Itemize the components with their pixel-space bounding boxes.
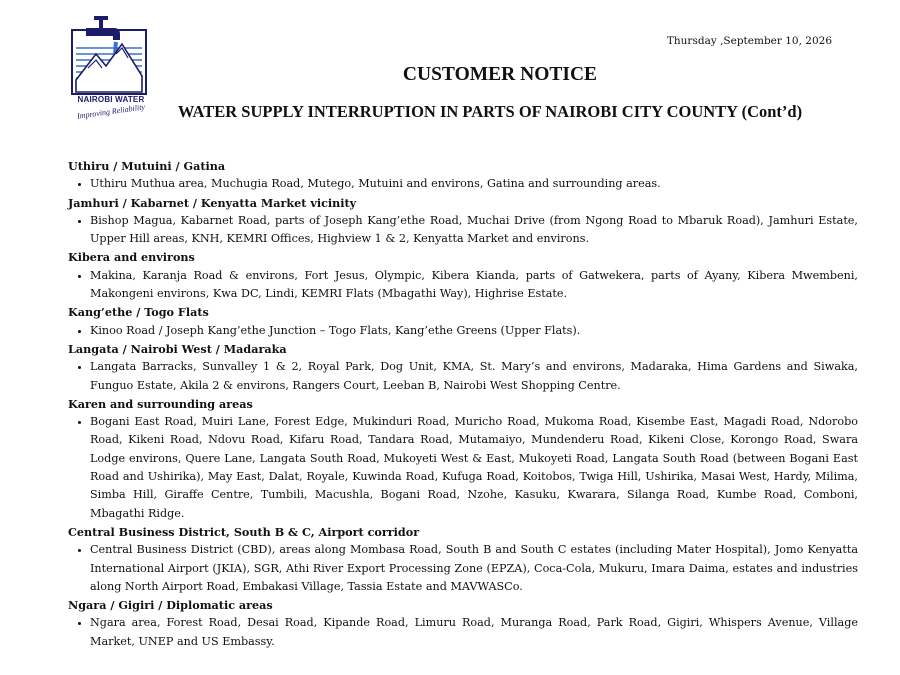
notice-title: CUSTOMER NOTICE <box>402 64 598 85</box>
notice-date: Thursday ,September 10, 2026 <box>666 35 832 47</box>
notice-subtitle: WATER SUPPLY INTERRUPTION IN PARTS OF NAIROBI CITY COUNTY (Cont’d) <box>177 102 803 121</box>
section-list <box>68 413 858 523</box>
section-kangethe <box>68 303 858 340</box>
list-item: • Kinoo Road / Joseph Kang’ethe Junction – Togo Flats, Kang’ethe Greens (Upper Flats). <box>90 322 858 340</box>
section-heading: Central Business District, South B & C, Airport corridor <box>68 524 420 539</box>
list-item: • Makina, Karanja Road & environs, Fort Jesus, Olympic, Kibera Kianda, parts of Gatwekera, parts of Ayany, Kibera Mwembeni, Makongeni environs, Kwa DC, Lindi, KEMRI Flats (Mbagathi Way), Highrise Estate. <box>90 267 858 304</box>
section-jamhuri <box>68 194 858 249</box>
section-list <box>68 322 858 340</box>
section-list <box>68 358 858 395</box>
section-cbd <box>68 523 858 596</box>
list-item: • Uthiru Muthua area, Muchugia Road, Mutego, Mutuini and environs, Gatina and surrounding areas. <box>90 175 858 193</box>
section-list <box>68 175 858 193</box>
section-heading: Ngara / Gigiri / Diplomatic areas <box>68 598 273 613</box>
notice-body <box>68 157 858 651</box>
list-item: • Bogani East Road, Muiri Lane, Forest Edge, Mukinduri Road, Muricho Road, Mukoma Road, Kisembe East, Magadi Road, Ndorobo Road, Kikeni Road, Ndovu Road, Kifaru Road, Tandara Road, Mutamaiyo, Mundenderu Road, Kikeni Close, Korongo Road, Swara Lodge environs, Quere Lane, Langata South Road, Mukoyeti West & East, Mukoyeti Road, Langata South Road (between Bogani East Road and Ushirika), May East, Dalat, Royale, Kuwinda Road, Kufuga Road, Koitobos, Twiga Hill, Ushirika, Masai West, Hardy, Milima, Simba Hill, Giraffe Centre, Tumbili, Macushla, Bogani Road, Nzohe, Kasuku, Kwarara, Silanga Road, Kumbe Road, Comboni, Mbagathi Ridge. <box>90 413 858 523</box>
list-item: • Bishop Magua, Kabarnet Road, parts of Joseph Kang’ethe Road, Muchai Drive (from Ngong Road to Mbaruk Road), Jamhuri Estate, Upper Hill areas, KNH, KEMRI Offices, Highview 1 & 2, Kenyatta Market and environs. <box>90 212 858 249</box>
section-uthiru <box>68 157 858 194</box>
section-heading: Jamhuri / Kabarnet / Kenyatta Market vicinity <box>68 195 357 210</box>
list-item: • Central Business District (CBD), areas along Mombasa Road, South B and South C estates (including Mater Hospital), Jomo Kenyatta International Airport (JKIA), SGR, Athi River Export Processing Zone (EPZA), Coca-Cola, Mukuru, Imara Daima, estates and industries along North Airport Road, Embakasi Village, Tassia Estate and MAVWASCo. <box>90 541 858 596</box>
section-ngara <box>68 596 858 651</box>
section-list <box>68 212 858 249</box>
section-heading: Uthiru / Mutuini / Gatina <box>68 159 226 173</box>
list-item: • Langata Barracks, Sunvalley 1 & 2, Royal Park, Dog Unit, KMA, St. Mary’s and environs, Madaraka, Hima Gardens and Siwaka, Funguo Estate, Akila 2 & environs, Rangers Court, Leeban B, Nairobi West Shopping Centre. <box>90 358 858 395</box>
logo-name: NAIROBI WATER <box>77 95 145 104</box>
section-heading: Langata / Nairobi West / Madaraka <box>68 341 287 356</box>
section-heading: Karen and surrounding areas <box>68 396 253 411</box>
logo-tagline: Improving Reliability <box>76 102 146 121</box>
section-list <box>68 541 858 596</box>
section-heading: Kibera and environs <box>68 250 195 265</box>
section-list <box>68 614 858 651</box>
section-langata <box>68 340 858 395</box>
section-heading: Kang’ethe / Togo Flats <box>68 305 209 320</box>
section-karen <box>68 395 858 523</box>
section-kibera <box>68 248 858 303</box>
list-item: • Ngara area, Forest Road, Desai Road, Kipande Road, Limuru Road, Muranga Road, Park Road, Gigiri, Whispers Avenue, Village Market, UNEP and US Embassy. <box>90 614 858 651</box>
section-list <box>68 267 858 304</box>
